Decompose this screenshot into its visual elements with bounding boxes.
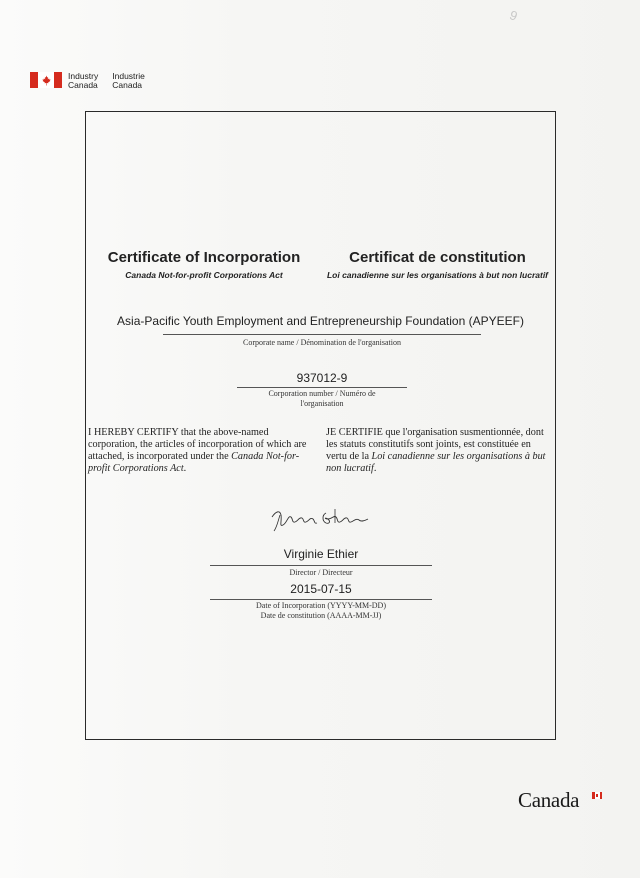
director-rule [210, 565, 432, 566]
department-header [30, 72, 145, 90]
incorporation-date-rule [210, 599, 432, 600]
wordmark-flag-icon [592, 792, 602, 799]
title-fr: Certificat de constitution [349, 249, 526, 266]
corporation-number-rule [237, 387, 407, 388]
act-name-en: Canada Not-for-profit Corporations Act [125, 270, 283, 280]
certify-statement-fr: JE CERTIFIE que l'organisation susmentionnée, dont les statuts constitutifs sont joints, est constituée en vertu de la Loi canadienne sur les organisations à but non lucratif. [326, 427, 546, 474]
title-fr-block [325, 249, 550, 280]
incorporation-date-caption: Date of Incorporation (YYYY-MM-DD) Date de constitution (AAAA-MM-JJ) [256, 601, 386, 620]
canada-wordmark: Canada [518, 788, 580, 812]
certificate-frame [85, 111, 556, 740]
director-caption: Director / Directeur [289, 568, 353, 577]
director-signature [268, 503, 378, 533]
corner-mark: 9 [507, 7, 520, 24]
title-en: Certificate of Incorporation [107, 249, 301, 266]
director-name: Virginie Ethier [283, 547, 359, 561]
corporate-name-caption: Corporate name / Dénomination de l'organisation [243, 338, 401, 347]
department-name-en: Industry Canada [68, 71, 99, 90]
incorporation-date: 2015-07-15 [290, 582, 352, 596]
corporation-number: 937012-9 [296, 371, 348, 385]
canada-flag-icon [30, 72, 62, 88]
department-name-fr: Industrie Canada [112, 71, 145, 90]
corporate-name: Asia-Pacific Youth Employment and Entrepreneurship Foundation (APYEEF) [117, 314, 524, 328]
corporate-name-rule [163, 334, 481, 335]
title-en-block [93, 249, 315, 280]
certify-statement-en: I HEREBY CERTIFY that the above-named corporation, the articles of incorporation of which are attached, is incorporated under the Canada Not-for-profit Corporations Act. [88, 427, 307, 474]
act-name-fr: Loi canadienne sur les organisations à but non lucratif [326, 270, 549, 280]
corporation-number-caption: Corporation number / Numéro de l'organisation [268, 389, 376, 408]
